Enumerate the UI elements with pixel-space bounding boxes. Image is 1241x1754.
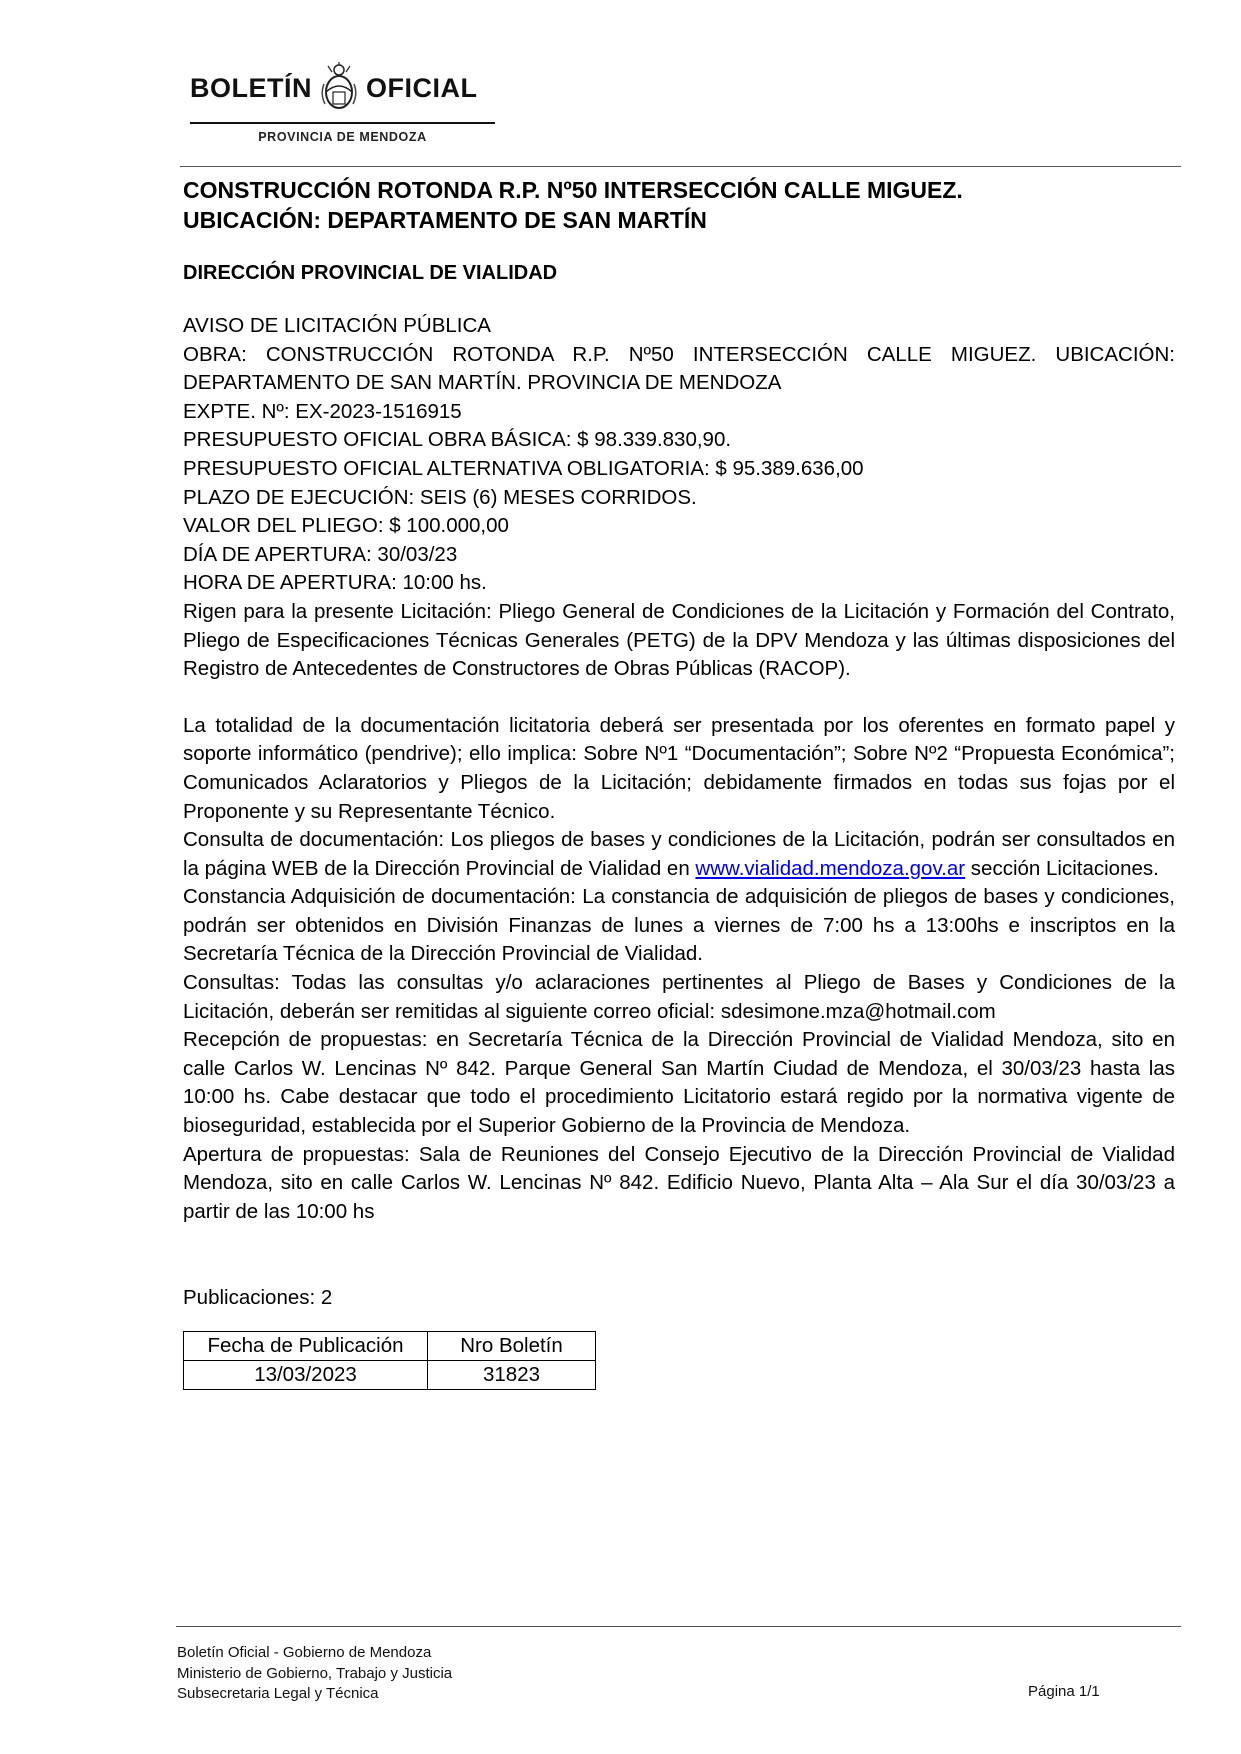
consultas-paragraph: Consultas: Todas las consultas y/o aclaraciones pertinentes al Pliego de Bases y Condiciones de la Licitación, deberán ser remitidas al siguiente correo oficial: sdesimone.mza@hotmail.com	[183, 971, 1175, 1023]
aviso-line: AVISO DE LICITACIÓN PÚBLICA	[183, 314, 491, 337]
logo-word-right: OFICIAL	[366, 72, 478, 103]
presupuesto-alternativa-line: PRESUPUESTO OFICIAL ALTERNATIVA OBLIGATORIA: $ 95.389.636,00	[183, 456, 864, 480]
notice-title-line2: UBICACIÓN: DEPARTAMENTO DE SAN MARTÍN	[183, 207, 707, 233]
notice-body	[183, 312, 1175, 1226]
constancia-paragraph: Constancia Adquisición de documentación: La constancia de adquisición de pliegos de bases y condiciones, podrán ser obtenidos en División Finanzas de lunes a viernes de 7:00 hs a 13:00hs e inscriptos en la Secretaría Técnica de la Dirección Provincial de Vialidad.	[183, 885, 1175, 966]
column-header-nro-boletin: Nro Boletín	[428, 1332, 596, 1361]
footer-line-3: Subsecretaria Legal y Técnica	[177, 1685, 379, 1702]
issuing-agency: DIRECCIÓN PROVINCIAL DE VIALIDAD	[183, 262, 558, 284]
plazo-line: PLAZO DE EJECUCIÓN: SEIS (6) MESES CORRIDOS.	[183, 485, 697, 509]
valor-pliego-line: VALOR DEL PLIEGO: $ 100.000,00	[183, 514, 509, 538]
cell-nro-boletin: 31823	[428, 1361, 596, 1390]
logo-divider	[190, 122, 495, 124]
consulta-doc-suffix: sección Licitaciones.	[965, 856, 1159, 880]
rigen-paragraph: Rigen para la presente Licitación: Pliego General de Condiciones de la Licitación y Formación del Contrato, Pliego de Especificaciones Técnicas Generales (PETG) de la DPV Mendoza y las últimas disposiciones del Registro de Antecedentes de Constructores de Obras Públicas (RACOP).	[183, 599, 1175, 681]
footer-line-2: Ministerio de Gobierno, Trabajo y Justicia	[177, 1664, 453, 1682]
obra-paragraph: OBRA: CONSTRUCCIÓN ROTONDA R.P. Nº50 INTERSECCIÓN CALLE MIGUEZ. UBICACIÓN: DEPARTAMENTO DE SAN MARTÍN. PROVINCIA DE MENDOZA	[183, 342, 1175, 395]
cell-fecha: 13/03/2023	[184, 1361, 428, 1390]
logo-subtitle: PROVINCIA DE MENDOZA	[258, 130, 427, 144]
consulta-documentacion-paragraph	[183, 826, 1175, 883]
provincial-seal-icon	[318, 62, 360, 114]
footer-line-1: Boletín Oficial - Gobierno de Mendoza	[177, 1644, 432, 1661]
presupuesto-basica-line: PRESUPUESTO OFICIAL OBRA BÁSICA: $ 98.339.830,90.	[183, 428, 732, 452]
table-row	[184, 1361, 596, 1390]
page-number: Página 1/1	[1028, 1683, 1100, 1700]
notice-title-line1: CONSTRUCCIÓN ROTONDA R.P. Nº50 INTERSECCIÓN CALLE MIGUEZ.	[183, 177, 963, 203]
column-header-fecha: Fecha de Publicación	[184, 1332, 428, 1361]
expte-line: EXPTE. Nº: EX-2023-1516915	[183, 399, 462, 423]
header-divider	[180, 166, 1181, 167]
publication-table	[183, 1331, 596, 1390]
consulta-doc-text: Consulta de documentación: Los pliegos de bases y condiciones de la Licitación, podrán ser consultados en la página WEB de la Dirección Provincial de Vialidad en	[183, 828, 1175, 880]
footer-divider	[176, 1626, 1181, 1627]
dia-apertura-line: DÍA DE APERTURA: 30/03/23	[183, 542, 458, 566]
footer	[177, 1643, 452, 1705]
logo-word-left: BOLETÍN	[190, 72, 312, 103]
vialidad-website-link[interactable]: www.vialidad.mendoza.gov.ar	[695, 856, 966, 880]
publicaciones-count: Publicaciones: 2	[183, 1286, 333, 1310]
table-header-row	[184, 1332, 596, 1361]
paragraph-gap	[183, 684, 1175, 712]
hora-apertura-line: HORA DE APERTURA: 10:00 hs.	[183, 571, 487, 595]
totalidad-paragraph: La totalidad de la documentación licitatoria deberá ser presentada por los oferentes en formato papel y soporte informático (pendrive); ello implica: Sobre Nº1 “Documentación”; Sobre Nº2 “Propuesta Económica”; Comunicados Aclaratorios y Pliegos de la Licitación; debidamente firmados en todas sus fojas por el Proponente y su Representante Técnico.	[183, 713, 1175, 823]
apertura-paragraph: Apertura de propuestas: Sala de Reuniones del Consejo Ejecutivo de la Dirección Provincial de Vialidad Mendoza, sito en calle Carlos W. Lencinas Nº 842. Edificio Nuevo, Planta Alta – Ala Sur el día 30/03/23 a partir de las 10:00 hs	[183, 1142, 1175, 1223]
notice-content	[183, 175, 1175, 1390]
recepcion-paragraph: Recepción de propuestas: en Secretaría Técnica de la Dirección Provincial de Vialidad Mendoza, sito en calle Carlos W. Lencinas Nº 842. Parque General San Martín Ciudad de Mendoza, el 30/03/23 hasta las 10:00 hs. Cabe destacar que todo el procedimiento Licitatorio estará regido por la normativa vigente de bioseguridad, establecida por el Superior Gobierno de la Provincia de Mendoza.	[183, 1028, 1175, 1138]
boletin-oficial-logo	[190, 58, 500, 144]
